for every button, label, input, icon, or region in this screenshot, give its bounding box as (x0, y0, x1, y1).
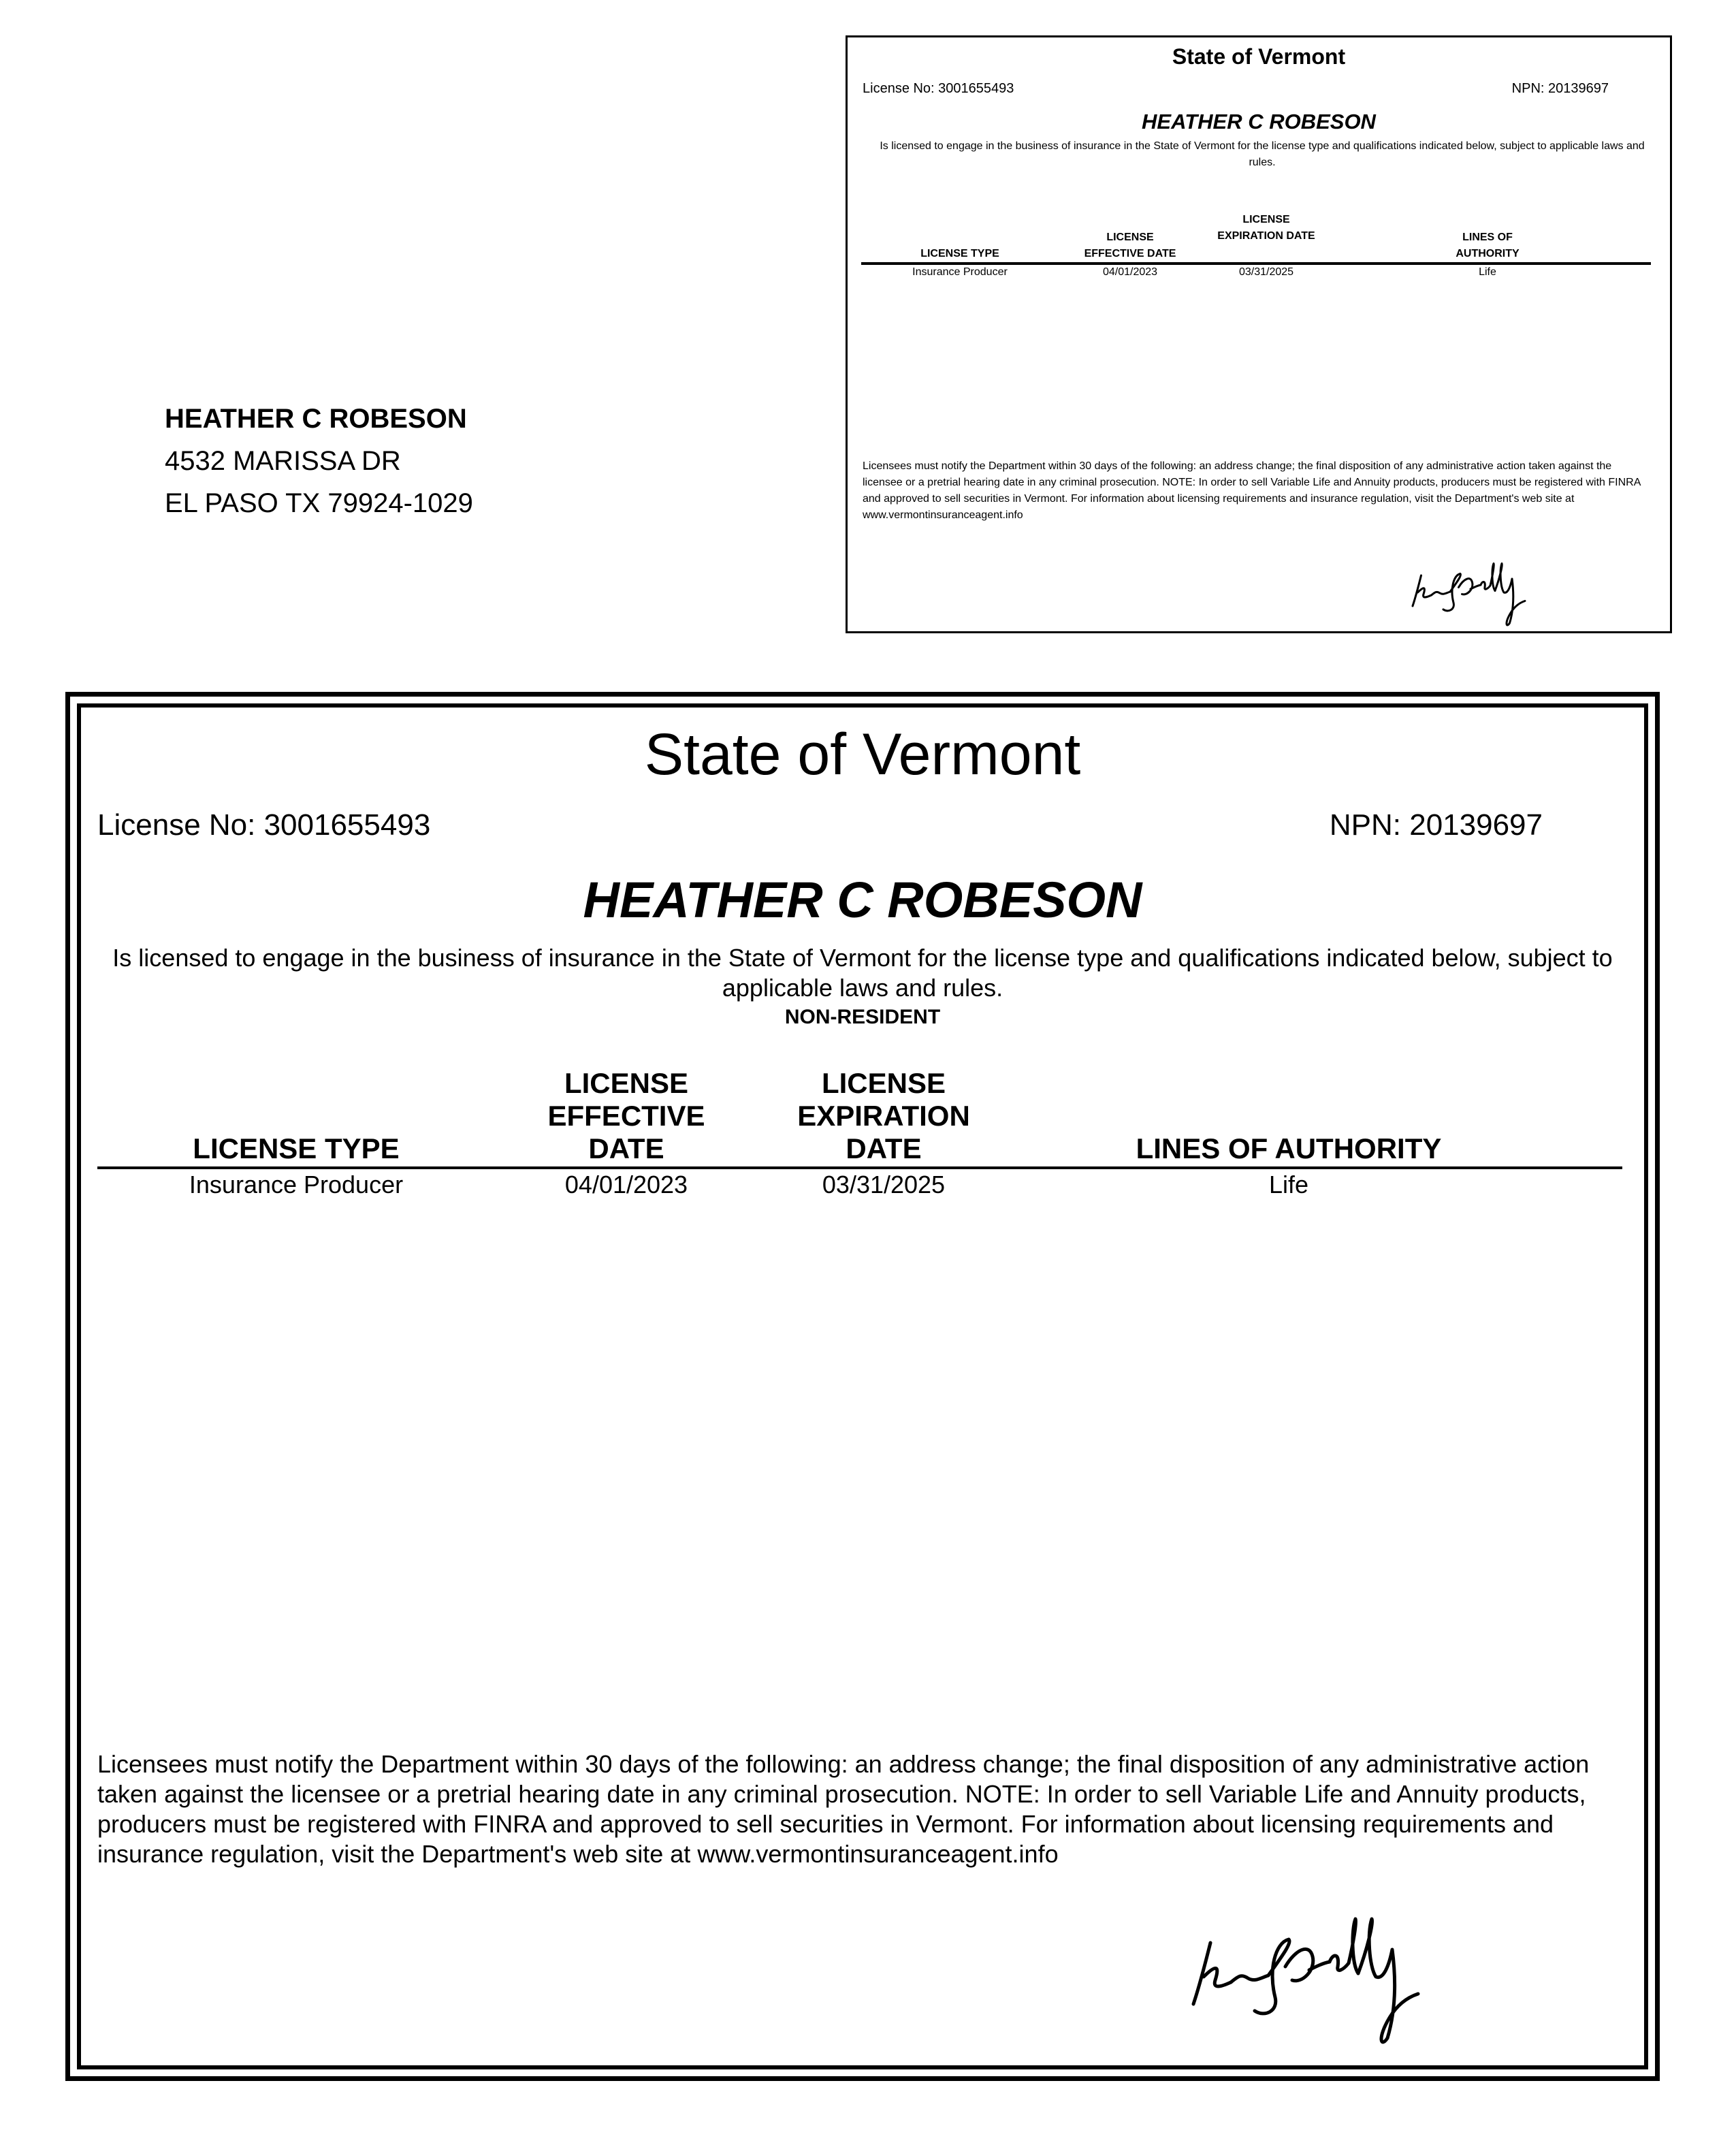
card-signature (1399, 555, 1535, 630)
certificate-licensee-name: HEATHER C ROBESON (583, 872, 1142, 928)
certificate-header-license-type: LICENSE TYPE (193, 1132, 400, 1164)
card-table-header (861, 178, 1651, 265)
certificate-header-lines-of-authority: LINES OF AUTHORITY (1136, 1132, 1442, 1164)
card-header-effective-date (1059, 229, 1202, 262)
card-header-authority-line1: LINES OF (1462, 232, 1513, 243)
card-header-expiration-date (1202, 178, 1331, 244)
addressee-name: HEATHER C ROBESON (165, 404, 467, 434)
card-header-authority-line2: AUTHORITY (1456, 248, 1520, 259)
card-license-number: License No: 3001655493 (863, 81, 1014, 96)
certificate-cell-expiration-date: 03/31/2025 (822, 1171, 946, 1198)
card-licensee-name: HEATHER C ROBESON (1142, 110, 1376, 133)
certificate-license-statement: Is licensed to engage in the business of insurance in the State of Vermont for the license type and qualifications indicated below, subject to applicable laws and rules. (112, 944, 1613, 1002)
certificate-cell-license-type: Insurance Producer (189, 1171, 404, 1198)
address-street: 4532 MARISSA DR (165, 446, 401, 476)
card-cell-license-type: Insurance Producer (912, 266, 1008, 278)
certificate-npn: NPN: 20139697 (1329, 808, 1543, 842)
card-header-effective-line2: EFFECTIVE DATE (1084, 248, 1176, 259)
certificate-table-row (97, 1169, 1622, 1201)
certificate-signature (1173, 1902, 1432, 2052)
certificate-notice-text: Licensees must notify the Department within 30 days of the following: an address change; the final disposition of any administrative action taken against the licensee or a pretrial hearing date in any criminal prosecution. NOTE: In order to sell Variable Life and Annuity products, producers must be registered with FINRA and approved to sell securities in Vermont. For information about licensing requirements and insurance regulation, visit the Department's web site at www.vermontinsuranceagent.info (97, 1750, 1590, 1868)
certificate-cell-effective-date: 04/01/2023 (564, 1171, 688, 1198)
certificate-license-table (97, 1058, 1622, 1201)
card-notice-text: Licensees must notify the Department within 30 days of the following: an address change; the final disposition of any administrative action taken against the licensee or a pretrial hearing date in any criminal prosecution. NOTE: In order to sell Variable Life and Annuity products, producers must be registered with FINRA and approved to sell securities in Vermont. For information about licensing requirements and insurance regulation, visit the Department's web site at www.vermontinsuranceagent.info (863, 460, 1641, 521)
card-cell-effective-date: 04/01/2023 (1102, 266, 1158, 278)
certificate-table-header (97, 1058, 1622, 1169)
card-title: State of Vermont (1172, 44, 1346, 69)
certificate-header-expiration-line3: DATE (846, 1132, 922, 1164)
card-license-statement: Is licensed to engage in the business of insurance in the State of Vermont for the license type and qualifications indicated below, subject to applicable laws and rules. (880, 140, 1645, 168)
certificate-header-effective-line3: DATE (588, 1132, 664, 1164)
card-header-lines-of-authority (1440, 229, 1535, 262)
card-header-expiration-line1: LICENSE (1242, 214, 1290, 225)
card-header-license-type: LICENSE TYPE (920, 248, 999, 259)
mailing-address (165, 398, 473, 524)
certificate-header-expiration-line1: LICENSE (821, 1067, 946, 1099)
certificate-cell-lines-of-authority: Life (1268, 1171, 1309, 1198)
certificate-residency-status: NON-RESIDENT (784, 1006, 941, 1028)
card-header-expiration-line2: EXPIRATION DATE (1217, 230, 1315, 242)
card-header-effective-line1: LICENSE (1106, 232, 1154, 243)
address-city-state-zip: EL PASO TX 79924-1029 (165, 488, 473, 518)
certificate-header-effective-line1: LICENSE (564, 1067, 689, 1099)
card-cell-lines-of-authority: Life (1479, 266, 1496, 278)
certificate-header-effective-date (515, 1067, 737, 1165)
certificate-header-expiration-line2: EXPIRATION (797, 1100, 970, 1132)
wallet-license-card (846, 35, 1672, 633)
certificate-header-expiration-date (771, 1067, 996, 1165)
certificate-license-number: License No: 3001655493 (97, 808, 431, 842)
card-npn: NPN: 20139697 (1511, 81, 1609, 96)
certificate-title: State of Vermont (644, 722, 1081, 787)
card-license-table (861, 178, 1651, 280)
card-table-row (861, 265, 1651, 280)
certificate-header-effective-line2: EFFECTIVE (547, 1100, 705, 1132)
license-certificate (65, 692, 1660, 2081)
card-cell-expiration-date: 03/31/2025 (1238, 266, 1294, 278)
